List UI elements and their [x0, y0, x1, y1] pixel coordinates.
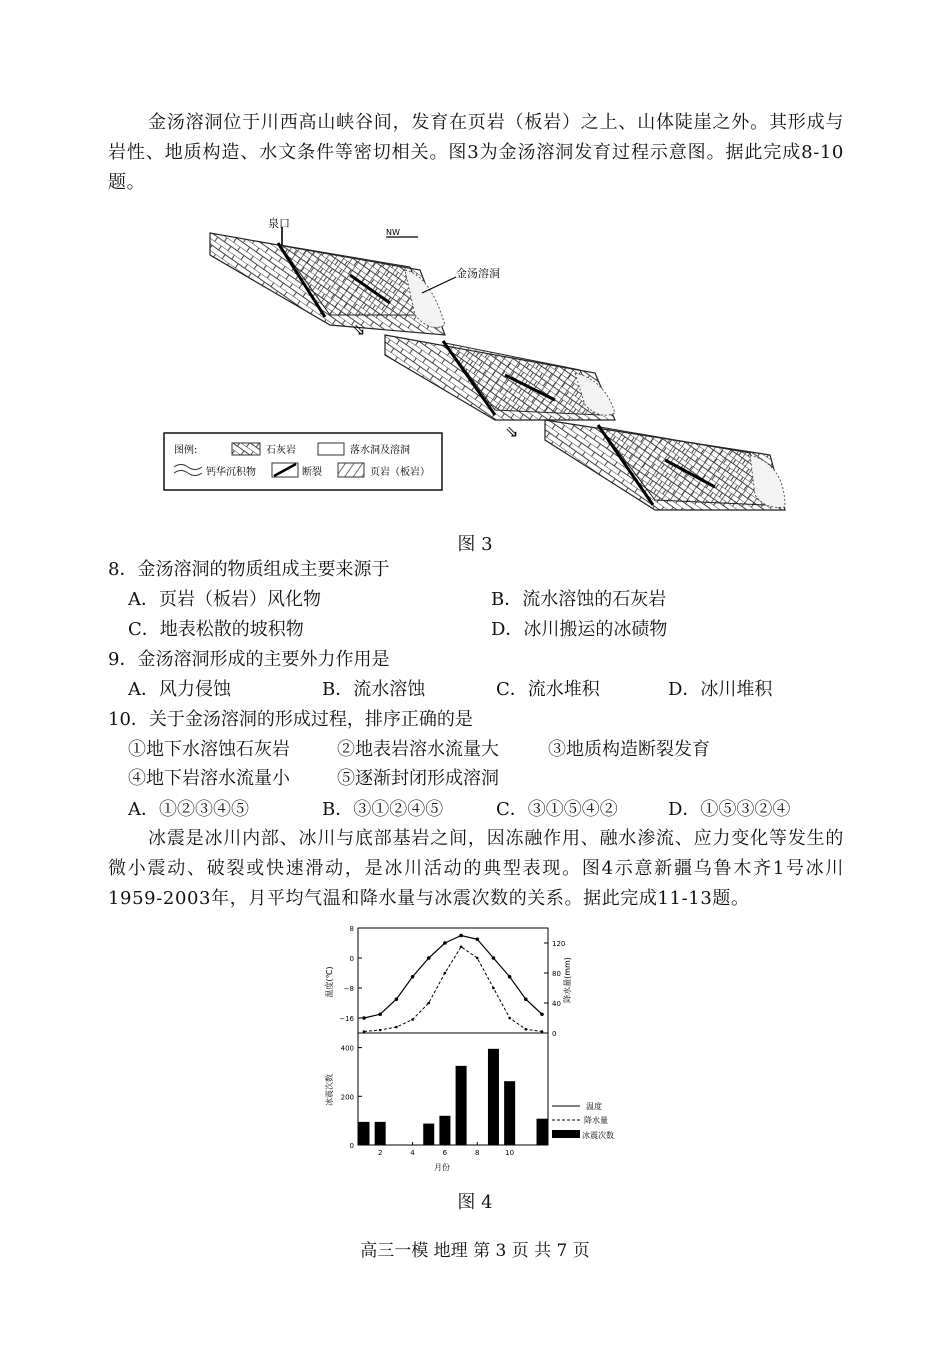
q10-step-1: ①地下水溶蚀石灰岩: [128, 739, 290, 760]
temperature-point: [443, 941, 447, 945]
precipitation-point: [508, 1017, 511, 1020]
legend-sinkhole: 落水洞及溶洞: [350, 445, 410, 456]
q10-option-b: B．③①②④⑤: [322, 799, 444, 820]
quake-bar: [504, 1081, 515, 1145]
stage-arrow-1: ⇘: [352, 320, 366, 339]
legend-travertine: 钙华沉积物: [206, 467, 256, 478]
precip-tick-label: 0: [552, 1030, 557, 1038]
q8-option-c: C．地表松散的坡积物: [128, 619, 304, 640]
quake-tick-label: 0: [349, 1142, 354, 1150]
intro-paragraph-2: 冰震是冰川内部、冰川与底部基岩之间，因冻融作用、融水渗流、应力变化等发生的微小震动、破裂或快速滑动，是冰川活动的典型表现。图4示意新疆乌鲁木齐1号冰川1959-2003年，月平均气温和降水量与冰震次数的关系。据此完成11-13题。: [108, 828, 844, 909]
precip-axis-label: 降水量(mm): [563, 957, 572, 1003]
legend-label-quake: 冰震次数: [582, 1131, 614, 1140]
quake-tick-label: 400: [340, 1044, 354, 1053]
chart-legend: [552, 1101, 614, 1140]
nw-label: NW: [386, 228, 400, 237]
precipitation-point: [395, 1026, 398, 1029]
quake-bar: [439, 1116, 450, 1145]
quake-axis-label: 冰震次数: [325, 1074, 334, 1106]
stage-arrow-2: ⇘: [505, 422, 519, 441]
legend-fault: 断裂: [302, 467, 322, 478]
spring-label: 泉口: [268, 217, 290, 230]
temperature-point: [492, 956, 496, 960]
temperature-point: [427, 956, 431, 960]
quake-bar: [423, 1124, 434, 1145]
precipitation-point: [476, 957, 479, 960]
legend-limestone: 石灰岩: [266, 445, 296, 456]
temp-tick-label: 0: [349, 955, 354, 963]
precipitation-point: [444, 972, 447, 975]
quake-bar: [537, 1119, 548, 1145]
legend-shale: 页岩（板岩）: [370, 467, 430, 478]
temperature-point: [395, 997, 399, 1001]
temperature-point: [362, 1016, 366, 1020]
figure-3-caption: 图 3: [457, 534, 493, 555]
quake-tick-label: 200: [340, 1093, 354, 1102]
temperature-point: [475, 937, 479, 941]
figure-3-diagram: [160, 215, 800, 520]
q8-option-d: D．冰川搬运的冰碛物: [491, 619, 668, 640]
intro-paragraph-1: 金汤溶洞位于川西高山峡谷间，发育在页岩（板岩）之上、山体陡崖之外。其形成与岩性、地质构造、水文条件等密切相关。图3为金汤溶洞发育过程示意图。据此完成8-10题。: [108, 112, 844, 193]
legend-title: 图例:: [174, 445, 198, 456]
precip-tick-label: 80: [552, 970, 561, 978]
block-stage-2: [385, 335, 615, 420]
precipitation-point: [541, 1030, 544, 1033]
temp-tick-label: −8: [343, 985, 354, 993]
quake-bar: [375, 1122, 386, 1145]
figure-4-caption: 图 4: [457, 1192, 493, 1213]
precipitation-point: [460, 945, 463, 948]
q10-step-4: ④地下岩溶水流量小: [128, 768, 290, 789]
x-tick-label: 10: [505, 1149, 515, 1157]
q8-option-a: A．页岩（板岩）风化物: [128, 589, 321, 610]
legend-label-precip: 降水量: [584, 1116, 608, 1125]
q10-option-d: D．①⑤③②④: [668, 799, 791, 820]
cave-pointer: [422, 277, 456, 293]
q10-step-2: ②地表岩溶水流量大: [337, 739, 499, 760]
temp-axis-label: 温度(℃): [325, 966, 334, 998]
x-tick-label: 6: [442, 1149, 448, 1157]
temperature-point: [524, 997, 528, 1001]
legend-bar-quake: [552, 1130, 580, 1138]
precipitation-point: [492, 987, 495, 990]
figure-3-legend: [164, 433, 442, 490]
temperature-line: [364, 936, 542, 1019]
block-stage-1: [210, 233, 445, 335]
temperature-point: [411, 975, 415, 979]
precipitation-point: [427, 1002, 430, 1005]
q10-option-c: C．③①⑤④②: [496, 799, 618, 820]
q10-step-5: ⑤逐渐封闭形成溶洞: [337, 768, 499, 789]
block-stage-3: [545, 420, 785, 510]
figure-4-chart: [318, 922, 638, 1177]
q10-step-3: ③地质构造断裂发育: [548, 739, 710, 760]
q9-option-b: B．流水溶蚀: [322, 679, 426, 700]
temperature-point: [459, 934, 463, 938]
q8-option-b: B．流水溶蚀的石灰岩: [491, 589, 667, 610]
precipitation-line: [364, 947, 542, 1032]
q8-stem: 8．金汤溶洞的物质组成主要来源于: [108, 559, 390, 580]
legend-swatch-shale: [338, 463, 364, 477]
temperature-point: [540, 1012, 544, 1016]
q9-option-c: C．流水堆积: [496, 679, 600, 700]
precipitation-point: [525, 1028, 528, 1031]
precipitation-point: [411, 1018, 414, 1021]
legend-swatch-sinkhole: [318, 443, 344, 455]
q9-stem: 9．金汤溶洞形成的主要外力作用是: [108, 649, 390, 670]
q9-option-a: A．风力侵蚀: [128, 679, 231, 700]
x-tick-label: 8: [475, 1149, 480, 1157]
legend-label-temp: 温度: [586, 1102, 602, 1111]
precip-tick-label: 120: [552, 940, 566, 948]
precipitation-point: [379, 1029, 382, 1032]
cave-label: 金汤溶洞: [456, 267, 500, 280]
x-tick-label: 2: [377, 1149, 383, 1157]
quake-bar: [359, 1122, 370, 1145]
quake-bar: [488, 1049, 499, 1145]
page-footer: 高三一模 地理 第 3 页 共 7 页: [360, 1241, 590, 1261]
precipitation-point: [363, 1030, 366, 1033]
x-tick-label: 4: [410, 1149, 415, 1157]
q9-option-d: D．冰川堆积: [668, 679, 773, 700]
q10-stem: 10．关于金汤溶洞的形成过程，排序正确的是: [108, 709, 473, 730]
temperature-point: [378, 1012, 382, 1016]
temperature-point: [508, 975, 512, 979]
temp-tick-label: 8: [349, 925, 354, 933]
q10-option-a: A．①②③④⑤: [128, 799, 249, 820]
quake-bar: [456, 1066, 467, 1145]
precip-tick-label: 40: [552, 1000, 561, 1008]
temp-tick-label: −16: [339, 1015, 354, 1023]
legend-swatch-limestone: [232, 443, 260, 455]
x-axis-label: 月份: [434, 1163, 450, 1172]
